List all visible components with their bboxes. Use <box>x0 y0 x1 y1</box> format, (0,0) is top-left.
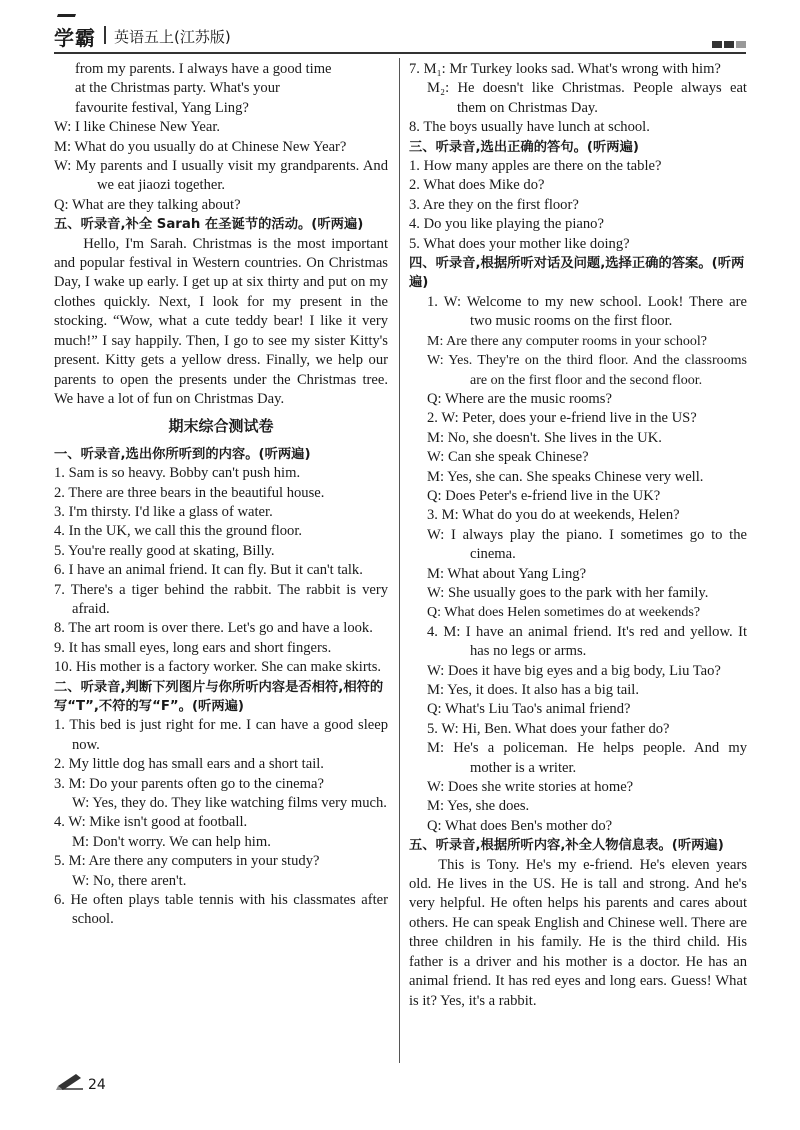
listening-paragraph: This is Tony. He's my e-friend. He's eleven years old. He lives in the US. He is tall and strong. And he's very helpful. He often helps his parents and cares about others. He can speak English and Chinese well. There are three children in his family. He is the third child. His father is a driver and his mother is a doctor. He has an animal friend. It has red eyes and long ears. Guess! What is it? Yes, it's a rabbit. <box>409 856 747 1009</box>
item-number: 1. <box>427 293 438 310</box>
dialogue-text: Yes, she does. <box>447 798 530 815</box>
list-item <box>54 891 388 930</box>
list-item <box>54 852 388 871</box>
speaker-label: M: <box>427 798 445 815</box>
list-item: 8. The art room is over there. Let's go and have a look. <box>54 620 373 637</box>
item-text: Do your parents often go to the cinema? <box>89 775 324 792</box>
dialogue <box>54 118 388 215</box>
dialogue-text: Can she speak Chinese? <box>447 449 589 466</box>
list-item: 8. The boys usually have lunch at school. <box>409 119 650 136</box>
item-text: Don't worry. We can help him. <box>92 833 271 850</box>
speaker-label: M₂: <box>427 80 450 97</box>
list-item <box>54 716 388 755</box>
right-column <box>409 60 747 1011</box>
list-item <box>409 409 747 428</box>
speaker-label: W: <box>54 119 72 136</box>
dialogue-text: What's Liu Tao's animal friend? <box>444 701 631 718</box>
dialogue-line <box>54 138 388 157</box>
speaker-label: M: <box>427 468 445 485</box>
text-line: from my parents. I always have a good time <box>75 61 332 77</box>
part2-list <box>54 716 388 929</box>
item-number: 4. <box>427 623 438 640</box>
section-heading: 五、听录音,补全 Sarah 在圣诞节的活动。(听两遍) <box>54 217 364 233</box>
speaker-label: M: <box>72 833 90 850</box>
page-number: 24 <box>88 1077 106 1093</box>
dialogue-text: What are they talking about? <box>71 196 241 213</box>
item-text: He often plays table tennis with his classmates after school. <box>70 892 388 928</box>
dialogue-line <box>427 448 747 467</box>
speaker-label: 7. M₁: <box>409 61 446 77</box>
dialogue-line <box>409 60 747 79</box>
part3-list <box>409 157 747 254</box>
dialogue-line <box>72 794 388 813</box>
list-item <box>54 813 388 832</box>
dialogue-text: Does it have big eyes and a big body, Liu Tao? <box>447 662 721 679</box>
dialogue-line <box>427 332 747 351</box>
dialogue-text: Yes, she can. She speaks Chinese very well. <box>447 468 704 485</box>
text-line: at the Christmas party. What's your <box>75 80 280 97</box>
dialogue-line <box>427 603 747 622</box>
speaker-label: W: <box>54 158 72 175</box>
item-text: Mike isn't good at football. <box>89 814 248 831</box>
dialogue-text: What about Yang Ling? <box>447 565 587 582</box>
brand-logo: 学霸 <box>54 26 96 50</box>
dialogue-text: What does Helen sometimes do at weekends? <box>444 605 701 621</box>
section-heading: 五、听录音,根据所听内容,补全人物信息表。(听两遍) <box>409 838 724 854</box>
header-rule <box>54 52 746 54</box>
dialogue-text: Hi, Ben. What does your father do? <box>462 720 670 737</box>
item-text: This bed is just right for me. I can have a good sleep now. <box>69 717 388 753</box>
dialogue-line <box>427 700 747 719</box>
dialogue-line <box>54 196 388 215</box>
dialogue-line <box>427 526 747 565</box>
speaker-label: W: <box>443 293 462 310</box>
speaker-label: Q: <box>427 487 442 504</box>
dialogue-line <box>427 79 747 118</box>
item-text: Yes, they do. They like watching films very much. <box>92 795 387 812</box>
list-item <box>54 775 388 794</box>
speaker-label: Q: <box>427 605 441 621</box>
speaker-label: W: <box>72 872 90 889</box>
item-number: 2. <box>54 756 65 773</box>
dialogue-line <box>72 872 388 891</box>
text-line: favourite festival, Yang Ling? <box>75 99 249 116</box>
dialogue-line <box>427 739 747 778</box>
dialogue-line <box>427 817 747 836</box>
dialogue-line <box>54 118 388 137</box>
dialogue-text: No, she doesn't. She lives in the UK. <box>447 429 662 446</box>
column-divider <box>399 58 400 1063</box>
speaker-label: M: <box>427 333 444 349</box>
dialogue-text: Does Peter's e-friend live in the UK? <box>445 487 661 504</box>
speaker-label: M: <box>68 775 86 792</box>
decor-block <box>712 41 722 48</box>
speaker-label: M: <box>427 565 445 582</box>
speaker-label: W: <box>427 662 445 679</box>
list-item <box>54 755 388 774</box>
list-item: 6. I have an animal friend. It can fly. But it can't talk. <box>54 562 363 579</box>
list-item: 2. There are three bears in the beautiful house. <box>54 484 325 501</box>
speaker-label: W: <box>427 353 444 369</box>
speaker-label: W: <box>427 449 445 466</box>
dialogue-text: What do you usually do at Chinese New Year? <box>74 138 347 155</box>
dialogue-text: Welcome to my new school. Look! There are two music rooms on the first floor. <box>466 293 747 330</box>
list-item: 9. It has small eyes, long ears and short fingers. <box>54 639 332 656</box>
dialogue-line <box>427 797 747 816</box>
speaker-label: M: <box>68 853 86 870</box>
dialogue-line <box>427 565 747 584</box>
speaker-label: W: <box>441 720 459 737</box>
speaker-label: M: <box>443 623 461 640</box>
list-item: 7. There's a tiger behind the rabbit. The rabbit is very afraid. <box>54 581 388 617</box>
item-text: Are there any computers in your study? <box>88 853 320 870</box>
dialogue-text: She usually goes to the park with her family. <box>447 584 709 601</box>
item-number: 5. <box>54 853 65 870</box>
part1-list <box>54 464 388 677</box>
dialogue-text: He doesn't like Christmas. People always eat them on Christmas Day. <box>457 80 747 116</box>
item-number: 5. <box>427 720 438 737</box>
list-item: 3. Are they on the first floor? <box>409 196 579 213</box>
list-item: 5. What does your mother like doing? <box>409 235 630 252</box>
list-item <box>409 720 747 739</box>
list-item: 4. Do you like playing the piano? <box>409 216 604 233</box>
speaker-label: Q: <box>427 701 442 718</box>
dialogue-text: Yes, it does. It also has a big tail. <box>447 682 640 698</box>
section-heading: 二、听录音,判断下列图片与你所听内容是否相符,相符的写“T”,不符的写“F”。(听两遍) <box>54 679 384 714</box>
book-subject: 英语五上(江苏版) <box>114 28 231 46</box>
list-item <box>409 623 747 662</box>
speaker-label: Q: <box>54 196 69 213</box>
left-column <box>54 60 388 930</box>
speaker-label: M: <box>54 138 72 155</box>
speaker-label: W: <box>441 410 459 427</box>
item-number: 6. <box>54 892 65 909</box>
dialogue-line <box>427 662 747 681</box>
speaker-label: M: <box>427 740 445 757</box>
list-item: 4. In the UK, we call this the ground floor. <box>54 523 303 540</box>
speaker-label: W: <box>427 526 445 543</box>
dialogue-text: Mr Turkey looks sad. What's wrong with him? <box>449 61 721 77</box>
speaker-label: W: <box>427 584 445 601</box>
dialogue-text: He's a policeman. He helps people. And my mother is a writer. <box>453 740 747 776</box>
speaker-label: W: <box>72 795 90 812</box>
speaker-label: W: <box>427 779 445 796</box>
dialogue-line <box>427 584 747 603</box>
list-item: 5. You're really good at skating, Billy. <box>54 542 275 559</box>
decor-block <box>724 41 734 48</box>
item-number: 2. <box>427 410 438 427</box>
dialogue-text: Are there any computer rooms in your school? <box>446 333 707 349</box>
dialogue-line <box>72 833 388 852</box>
dialogue-text: Does she write stories at home? <box>447 779 634 796</box>
dialogue-line <box>427 681 747 700</box>
list-item: 1. How many apples are there on the table? <box>409 158 662 175</box>
list-item: 2. What does Mike do? <box>409 177 545 194</box>
dialogue-line <box>427 778 747 797</box>
dialogue-text: I like Chinese New Year. <box>74 119 221 136</box>
dialogue-text: Yes. They're on the third floor. And the classrooms are on the first floor and the second floor. <box>448 353 747 388</box>
dialogue-text: Peter, does your e-friend live in the US? <box>462 410 697 427</box>
item-text: No, there aren't. <box>92 872 187 889</box>
header-separator <box>104 26 106 44</box>
pencil-icon <box>56 1072 84 1090</box>
dialogue-text: My parents and I usually visit my grandparents. And we eat jiaozi together. <box>75 158 388 194</box>
dialogue-line <box>54 157 388 196</box>
dialogue-text: I always play the piano. I sometimes go to the cinema. <box>451 526 747 563</box>
section-heading: 一、听录音,选出你所听到的内容。(听两遍) <box>54 446 311 462</box>
exam-title: 期末综合测试卷 <box>168 417 274 436</box>
item-number: 3. <box>427 507 438 524</box>
list-item <box>409 506 747 525</box>
section-heading: 三、听录音,选出正确的答句。(听两遍) <box>409 139 639 155</box>
dialogue-line <box>427 487 747 506</box>
speaker-label: Q: <box>427 390 442 407</box>
list-item: 3. I'm thirsty. I'd like a glass of water. <box>54 503 273 520</box>
list-item: 1. Sam is so heavy. Bobby can't push him. <box>54 465 301 482</box>
dialogue-text: What do you do at weekends, Helen? <box>462 507 680 524</box>
list-item <box>409 293 747 332</box>
list-item: 10. His mother is a factory worker. She can make skirts. <box>54 659 382 676</box>
part4-list <box>409 293 747 836</box>
item-number: 3. <box>54 775 65 792</box>
dialogue-text: I have an animal friend. It's red and yellow. It has no legs or arms. <box>465 623 747 660</box>
section-heading: 四、听录音,根据所听对话及问题,选择正确的答案。(听两遍) <box>409 256 745 291</box>
item-number: 1. <box>54 717 65 734</box>
speaker-label: W: <box>68 814 86 831</box>
dialogue-line <box>427 429 747 448</box>
item-text: My little dog has small ears and a short tail. <box>68 756 324 773</box>
dialogue-text: Where are the music rooms? <box>444 390 612 407</box>
page-header <box>54 22 746 48</box>
dialogue-text: What does Ben's mother do? <box>444 817 613 834</box>
speaker-label: Q: <box>427 817 442 834</box>
speaker-label: M: <box>441 507 459 524</box>
item-number: 4. <box>54 814 65 831</box>
decor-block <box>736 41 746 48</box>
header-decoration-blocks <box>710 35 746 53</box>
dialogue-line <box>427 351 747 390</box>
dialogue-line <box>427 390 747 409</box>
speaker-label: M: <box>427 429 445 446</box>
speaker-label: M: <box>427 682 445 698</box>
listening-paragraph: Hello, I'm Sarah. Christmas is the most important and popular festival in Western countries. On Christmas Day, I wake up early. I get up at six thirty and put on my clothes quickly. Next, I look for my present in the stocking. “Wow, what a cute teddy bear! I like it very much!” I say happily. Then, I go to see my sister Kitty's present. Kitty gets a yellow dress. Finally, we help our parents to open the presents under the Christmas tree. We have a lot of fun on Christmas Day. <box>54 235 388 407</box>
dialogue-line <box>427 468 747 487</box>
